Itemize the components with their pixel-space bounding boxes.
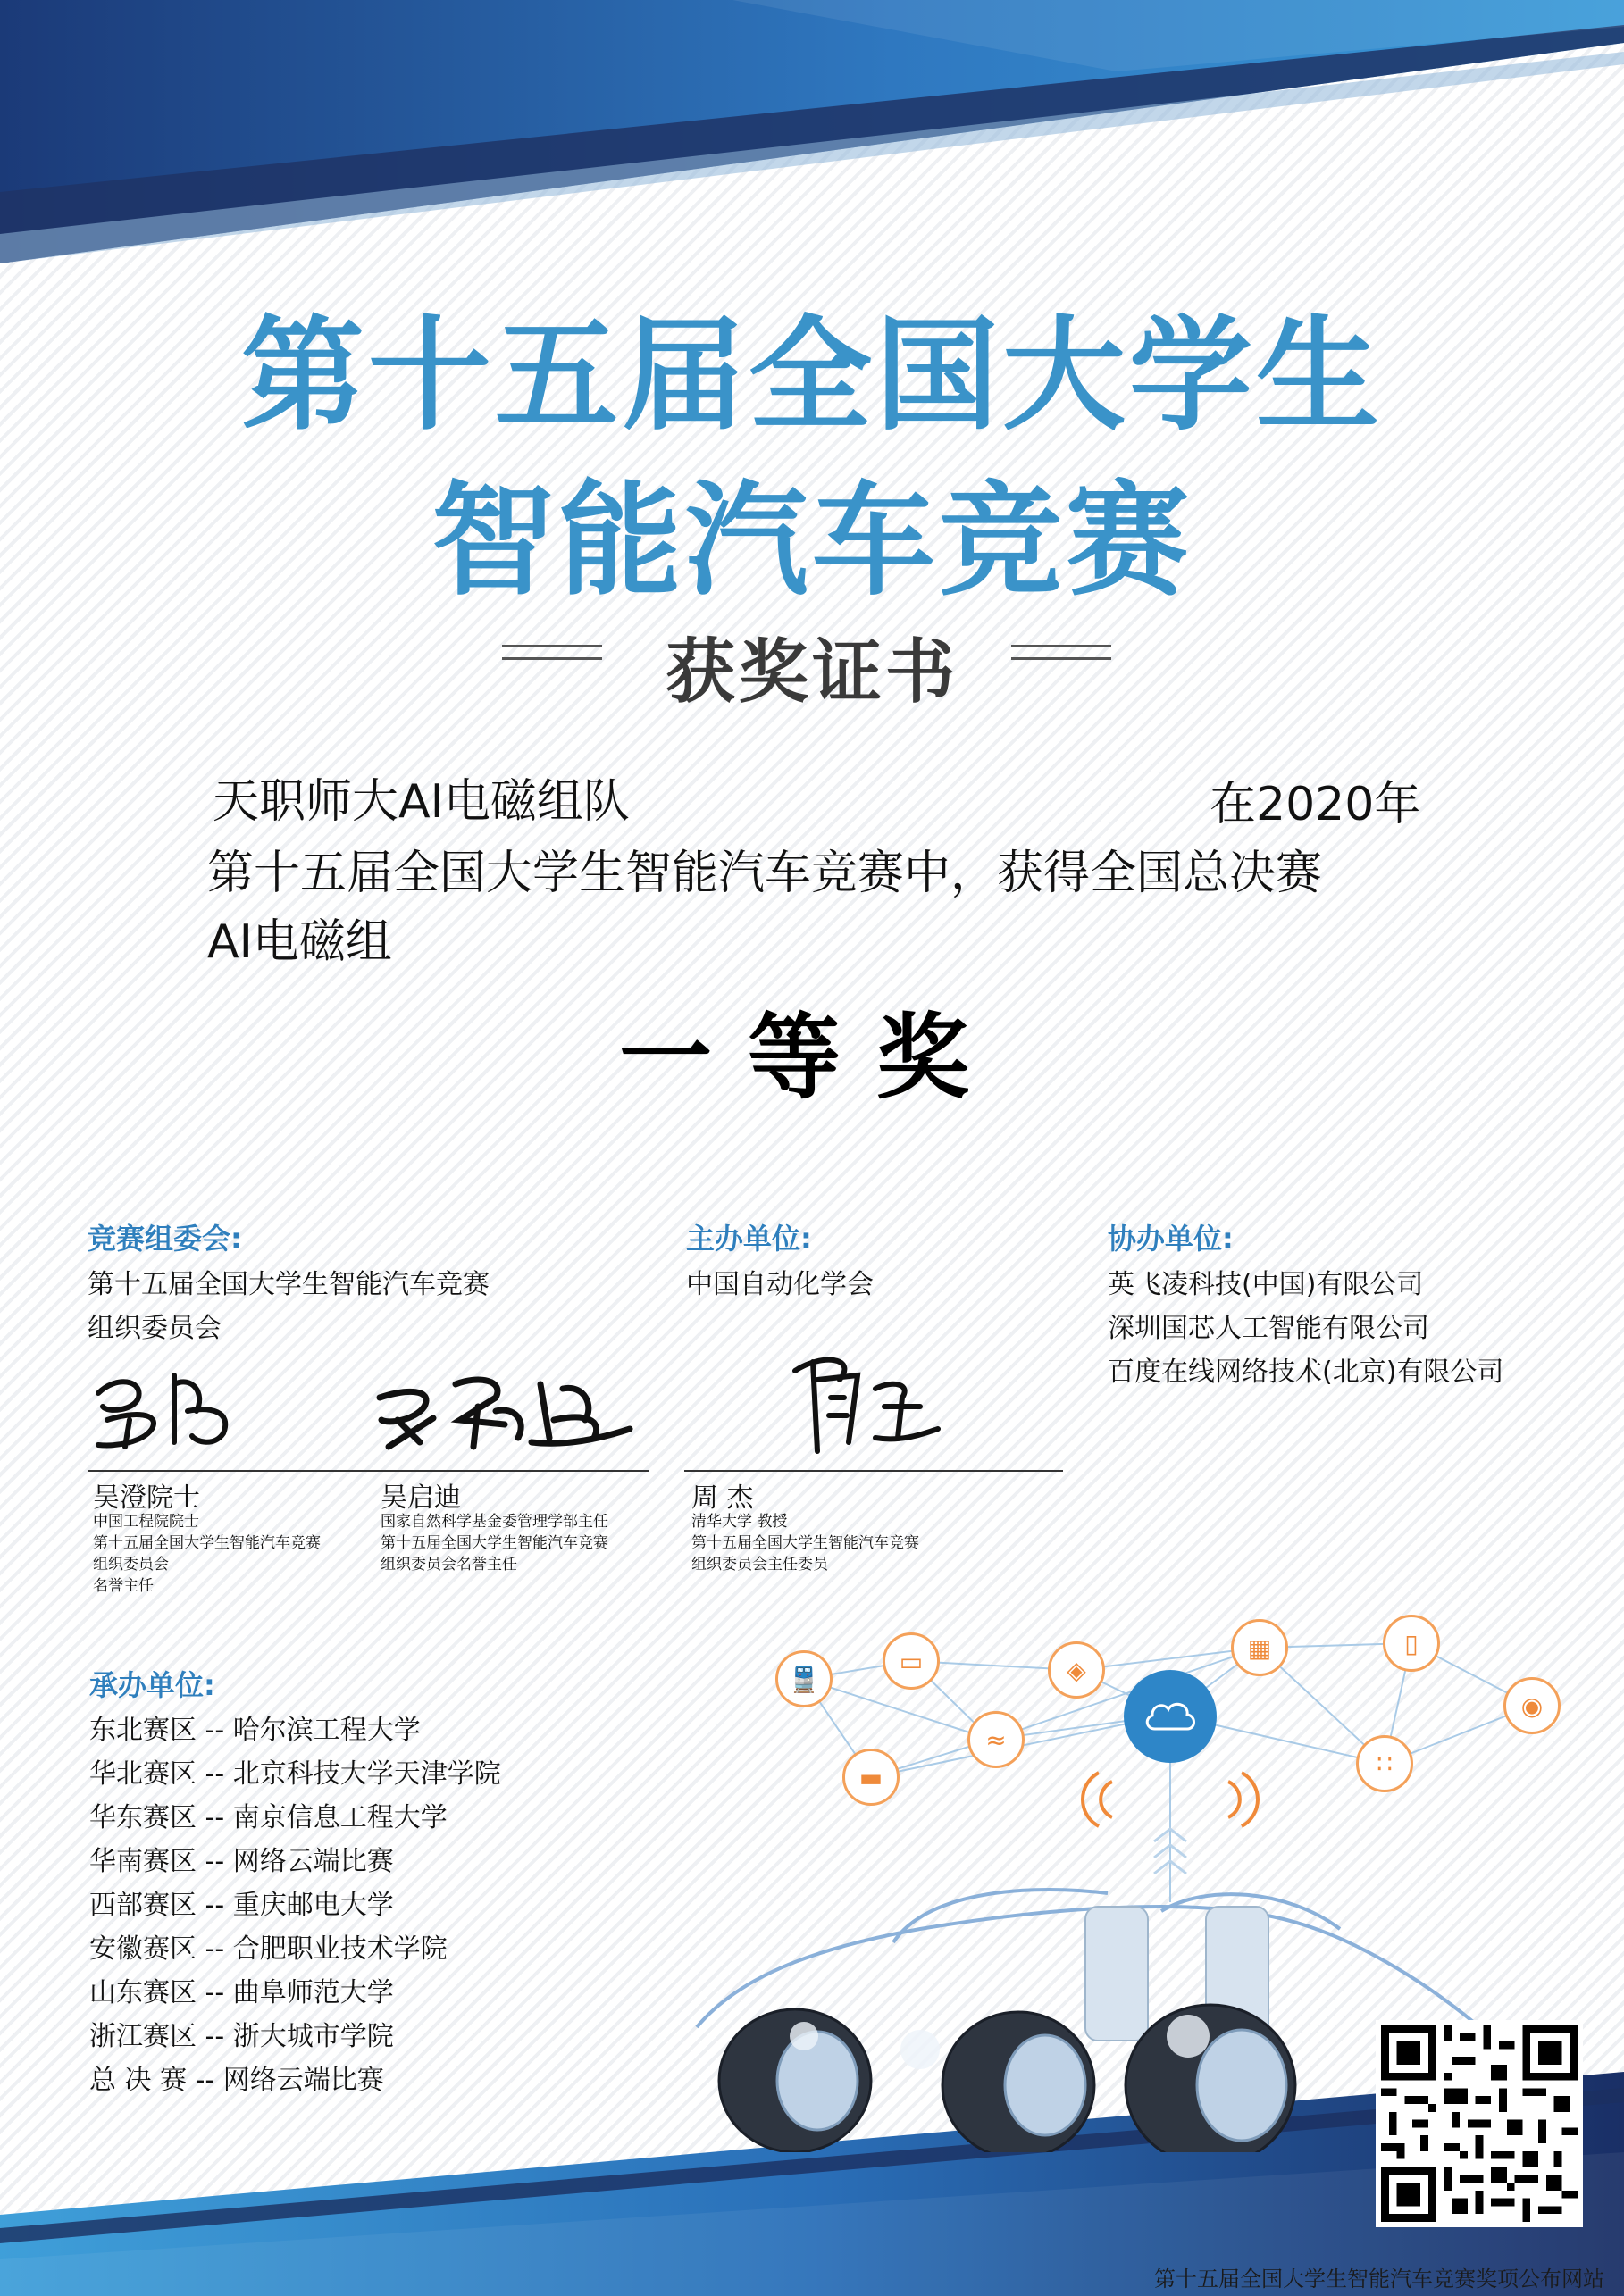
award-year: 在2020年 — [1210, 778, 1421, 831]
signer-name: 周 杰 — [691, 1482, 754, 1514]
region-item: 东北赛区 -- 哈尔滨工程大学 — [89, 1715, 421, 1746]
phone-icon: ▯ — [1383, 1615, 1440, 1672]
committee-line: 组织委员会 — [88, 1313, 222, 1344]
signature-line — [88, 1470, 649, 1472]
battery-icon: ▭ — [883, 1632, 940, 1690]
building-icon: ▦ — [1231, 1619, 1288, 1676]
award-line2: 第十五届全国大学生智能汽车竞赛中，获得全国总决赛 — [207, 847, 1323, 900]
committee-heading: 竞赛组委会: — [88, 1222, 242, 1256]
footer-text: 第十五届全国大学生智能汽车竞赛奖项公布网站 — [1154, 2267, 1604, 2292]
host-line: 中国自动化学会 — [686, 1269, 874, 1300]
signer-desc: 国家自然科学基金委管理学部主任 第十五届全国大学生智能汽车竞赛 组织委员会名誉主任 — [381, 1513, 608, 1574]
award-prize: 一等奖 — [618, 1002, 1005, 1112]
award-category: AI电磁组 — [207, 915, 392, 969]
region-item: 山东赛区 -- 曲阜师范大学 — [89, 1977, 394, 2008]
signer-name: 吴启迪 — [381, 1482, 461, 1514]
organizers-heading: 承办单位: — [89, 1668, 215, 1702]
region-item: 安徽赛区 -- 合肥职业技术学院 — [89, 1933, 448, 1965]
top-banner — [0, 0, 1624, 268]
main-title-line2: 智能汽车竞赛 — [431, 469, 1193, 613]
cohost-line: 英飞凌科技(中国)有限公司 — [1108, 1269, 1424, 1300]
team-name: 天职师大AI电磁组队 — [213, 775, 630, 829]
car-icon: ▬ — [842, 1749, 900, 1806]
region-item: 华东赛区 -- 南京信息工程大学 — [89, 1802, 448, 1833]
cohost-heading: 协办单位: — [1108, 1222, 1234, 1256]
cohost-line: 深圳国芯人工智能有限公司 — [1108, 1313, 1429, 1344]
network-icon: ∷ — [1356, 1735, 1413, 1792]
committee-line: 第十五届全国大学生智能汽车竞赛 — [88, 1269, 490, 1300]
region-item: 浙江赛区 -- 浙大城市学院 — [89, 2021, 394, 2052]
certificate-title: 获奖证书 — [665, 632, 958, 713]
signature-zhou-jie — [777, 1344, 956, 1460]
qr-code-icon[interactable] — [1376, 2020, 1583, 2227]
cohost-line: 百度在线网络技术(北京)有限公司 — [1108, 1357, 1504, 1388]
signer-desc: 中国工程院院士 第十五届全国大学生智能汽车竞赛 组织委员会 名誉主任 — [93, 1513, 321, 1595]
shield-icon: ◈ — [1048, 1641, 1105, 1699]
region-item: 总 决 赛 -- 网络云端比赛 — [89, 2065, 384, 2096]
location-icon: ◉ — [1503, 1677, 1561, 1734]
signature-wu-cheng — [89, 1357, 250, 1456]
region-item: 华南赛区 -- 网络云端比赛 — [89, 1846, 394, 1877]
region-item: 华北赛区 -- 北京科技大学天津学院 — [89, 1758, 501, 1790]
train-icon: 🚆 — [775, 1650, 833, 1707]
region-item: 西部赛区 -- 重庆邮电大学 — [89, 1890, 394, 1921]
signature-wu-qidi — [371, 1357, 639, 1456]
host-heading: 主办单位: — [686, 1222, 812, 1256]
signer-name: 吴澄院士 — [93, 1482, 200, 1514]
main-title-line1: 第十五届全国大学生 — [240, 304, 1383, 447]
cloud-icon — [1124, 1670, 1217, 1763]
signature-line — [684, 1470, 1063, 1472]
wifi-icon: ≈ — [967, 1711, 1025, 1768]
signer-desc: 清华大学 教授 第十五届全国大学生智能汽车竞赛 组织委员会主任委员 — [691, 1513, 919, 1574]
